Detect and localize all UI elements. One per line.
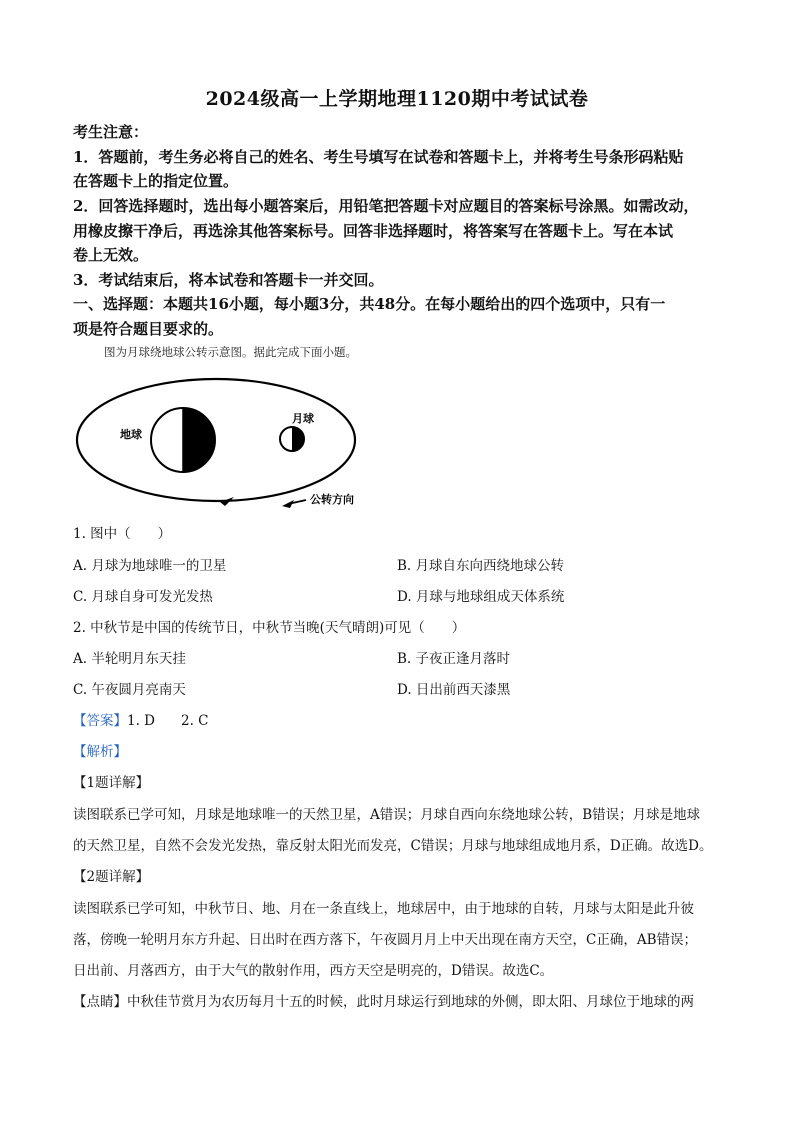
- question-1-option-a: A. 月球为地球唯一的卫星: [73, 558, 227, 574]
- answer-line: [73, 709, 209, 729]
- analysis-tag: 【解析】: [73, 744, 127, 760]
- q2-detail-tag: 【2题详解】: [73, 869, 150, 885]
- question-2-stem: 2. 中秋节是中国的传统节日，中秋节当晚(天气晴朗)可见（ ）: [73, 620, 466, 636]
- q1-detail-line: 的天然卫星，自然不会发光发热，靠反射太阳光而发亮，C错误；月球与地球组成地月系，D正确。故选D。: [73, 838, 713, 854]
- q1-detail-line: 读图联系已学可知，月球是地球唯一的天然卫星，A错误；月球自西向东绕地球公转，B错误；月球是地球: [73, 807, 701, 823]
- direction-label: 公转方向: [310, 493, 354, 506]
- notice-heading: 考生注意：: [73, 123, 149, 141]
- question-2-option-a: A. 半轮明月东天挂: [73, 651, 186, 667]
- answer-q1: 1. D: [127, 713, 155, 729]
- notice-line: 3．考试结束后，将本试卷和答题卡一并交回。: [73, 271, 384, 289]
- notice-line: 2．回答选择题时，选出每小题答案后，用铅笔把答题卡对应题目的答案标号涂黑。如需改动，: [73, 197, 699, 215]
- section-heading-cont: 项是符合题目要求的。: [73, 320, 224, 338]
- answer-tag: 【答案】: [73, 713, 127, 729]
- q2-detail-line: 读图联系已学可知，中秋节日、地、月在一条直线上，地球居中，由于地球的自转，月球与太阳是此升彼: [73, 901, 694, 917]
- tip-text: 中秋佳节赏月为农历每月十五的时候，此时月球运行到地球的外侧，即太阳、月球位于地球的两: [127, 994, 694, 1010]
- page-title: 2024级高一上学期地理1120期中考试试卷: [205, 88, 589, 110]
- question-2-option-d: D. 日出前西天漆黑: [397, 682, 511, 698]
- notice-line: 1．答题前，考生务必将自己的姓名、考生号填写在试卷和答题卡上，并将考生号条形码粘贴: [73, 148, 684, 166]
- notice-line: 用橡皮擦干净后，再选涂其他答案标号。回答非选择题时，将答案写在答题卡上。写在本试: [73, 222, 674, 240]
- answer-q2: 2. C: [181, 713, 209, 729]
- notice-line: 卷上无效。: [73, 246, 149, 264]
- moon-orbit-diagram: [70, 372, 390, 520]
- q2-detail-line: 日出前、月落西方，由于大气的散射作用，西方天空是明亮的，D错误。故选C。: [73, 963, 554, 979]
- question-1-stem: 1. 图中（ ）: [73, 526, 172, 542]
- q1-detail-tag: 【1题详解】: [73, 775, 150, 791]
- section-heading: 一、选择题：本题共16小题，每小题3分，共48分。在每小题给出的四个选项中，只有一: [73, 295, 666, 313]
- tip-tag: 【点睛】: [73, 994, 127, 1010]
- tip-line: [73, 990, 723, 1010]
- question-1-option-b: B. 月球自东向西绕地球公转: [397, 558, 565, 574]
- question-1-option-d: D. 月球与地球组成天体系统: [397, 589, 565, 605]
- earth-label: 地球: [120, 428, 142, 441]
- moon-label: 月球: [292, 412, 314, 425]
- question-2-option-b: B. 子夜正逢月落时: [397, 651, 511, 667]
- notice-line: 在答题卡上的指定位置。: [73, 172, 239, 190]
- figure-caption: 图为月球绕地球公转示意图。据此完成下面小题。: [104, 345, 357, 359]
- question-2-option-c: C. 午夜圆月亮南天: [73, 682, 186, 698]
- question-1-option-c: C. 月球自身可发光发热: [73, 589, 213, 605]
- q2-detail-line: 落，傍晚一轮明月东方升起、日出时在西方落下，午夜圆月月上中天出现在南方天空，C正确，AB错误；: [73, 932, 697, 948]
